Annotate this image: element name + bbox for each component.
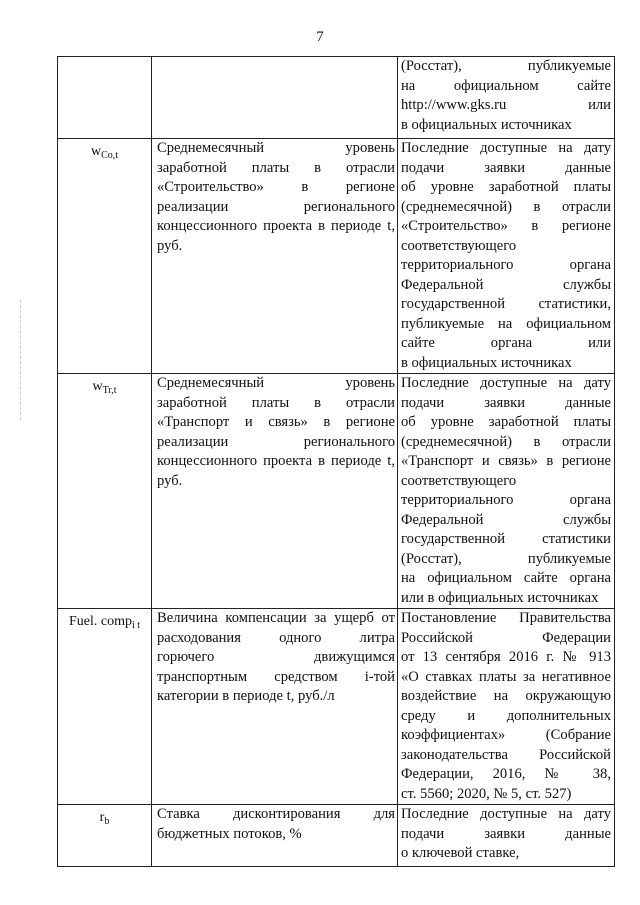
source-line: Федерации, 2016, № 38, — [401, 766, 611, 782]
source-cell — [398, 139, 615, 374]
source-line: среду и дополнительных — [401, 707, 611, 724]
description-line: Среднемесячный уровень — [157, 140, 395, 156]
description-cell — [152, 805, 398, 867]
description-line: концессионного проекта в периоде t, — [157, 218, 395, 234]
symbol-cell — [58, 57, 152, 139]
symbol-main: w — [90, 144, 102, 159]
symbol-main: Fuel. comp — [68, 614, 132, 629]
source-line: подачи заявки данные — [401, 825, 611, 842]
source-line: на официальном сайте — [401, 77, 611, 94]
description-cell — [152, 374, 398, 609]
symbol-subscript: b — [104, 816, 110, 827]
symbol-cell — [58, 139, 152, 374]
source-line: от 13 сентября 2016 г. № 913 — [401, 649, 611, 665]
source-line: коэффициентах» (Собрание — [401, 727, 611, 743]
page-number: 7 — [316, 29, 324, 45]
scan-edge-mark — [20, 300, 22, 420]
source-line: или в официальных источниках — [401, 589, 599, 606]
symbol-cell — [58, 805, 152, 867]
source-line: публикуемые на официальном — [401, 315, 611, 332]
symbol-main: w — [92, 379, 103, 394]
source-cell — [398, 374, 615, 609]
symbol-main: r — [99, 810, 105, 825]
description-line: руб. — [157, 237, 183, 254]
source-cell — [398, 805, 615, 867]
source-line: государственной статистики — [401, 531, 611, 547]
symbol-subscript: i t — [131, 620, 141, 631]
indicator-table — [57, 56, 615, 867]
source-line: http://www.gks.ru или — [401, 97, 611, 113]
description-line: заработной платы в отрасли — [157, 159, 395, 176]
description-line: Среднемесячный уровень — [157, 375, 395, 391]
source-line: соответствующего — [401, 472, 517, 489]
source-cell — [398, 57, 615, 139]
description-line: расходования одного литра — [157, 629, 395, 646]
source-line: государственной статистики, — [401, 296, 611, 312]
source-line: (Росстат), публикуемые — [401, 550, 611, 567]
source-line: на официальном сайте органа — [401, 570, 611, 586]
description-line: бюджетных потоков, % — [157, 825, 302, 842]
symbol-cell — [58, 374, 152, 609]
source-line: об уровне заработной платы — [401, 414, 611, 430]
table-row — [58, 609, 615, 805]
table-row — [58, 374, 615, 609]
source-line: соответствующего — [401, 237, 517, 254]
source-line: «Транспорт и связь» в регионе — [401, 453, 611, 469]
description-line: горючего движущимся — [157, 649, 395, 665]
description-line: руб. — [157, 472, 183, 489]
source-line: Постановление Правительства — [401, 610, 611, 626]
description-line: «Строительство» в регионе — [157, 179, 395, 195]
symbol-subscript: Tr,t — [102, 385, 117, 396]
source-line: Последние доступные на дату — [401, 806, 611, 822]
description-cell — [152, 609, 398, 805]
source-line: об уровне заработной платы — [401, 179, 611, 195]
source-line: Последние доступные на дату — [401, 140, 611, 156]
source-line: (Росстат), публикуемые — [401, 58, 611, 74]
description-line: категории в периоде t, руб./л — [157, 688, 335, 704]
source-line: воздействие на окружающую — [401, 688, 611, 704]
source-line: Федеральной службы — [401, 276, 611, 293]
table-row — [58, 57, 615, 139]
source-line: Российской Федерации — [401, 629, 611, 646]
source-line: ст. 5560; 2020, № 5, ст. 527) — [401, 785, 572, 802]
source-line: Последние доступные на дату — [401, 375, 611, 391]
source-line: о ключевой ставке, — [401, 845, 520, 861]
source-line: законодательства Российской — [401, 746, 611, 763]
description-line: реализации регионального — [157, 198, 395, 215]
description-line: Величина компенсации за ущерб от — [157, 610, 395, 626]
description-line: концессионного проекта в периоде t, — [157, 453, 395, 469]
symbol-subscript: Co,t — [101, 150, 119, 161]
source-cell — [398, 609, 615, 805]
source-line: сайте органа или — [401, 335, 611, 351]
indicator-table-body — [58, 57, 615, 867]
description-line: заработной платы в отрасли — [157, 394, 395, 411]
symbol-cell — [58, 609, 152, 805]
source-line: «Строительство» в регионе — [401, 218, 611, 234]
description-line: реализации регионального — [157, 433, 395, 450]
source-line: «О ставках платы за негативное — [401, 668, 611, 685]
table-row — [58, 805, 615, 867]
source-line: подачи заявки данные — [401, 159, 611, 176]
description-line: Ставка дисконтирования для — [157, 806, 395, 822]
source-line: (среднемесячной) в отрасли — [401, 433, 611, 450]
source-line: в официальных источниках — [401, 354, 572, 371]
source-line: территориального органа — [401, 257, 611, 273]
description-line: «Транспорт и связь» в регионе — [157, 414, 395, 430]
source-line: подачи заявки данные — [401, 394, 611, 411]
source-line: территориального органа — [401, 492, 611, 508]
source-line: (среднемесячной) в отрасли — [401, 198, 611, 215]
description-line: транспортным средством i-той — [157, 668, 395, 685]
description-cell — [152, 139, 398, 374]
table-row — [58, 139, 615, 374]
source-line: Федеральной службы — [401, 511, 611, 528]
source-line: в официальных источниках — [401, 116, 572, 133]
description-cell — [152, 57, 398, 139]
